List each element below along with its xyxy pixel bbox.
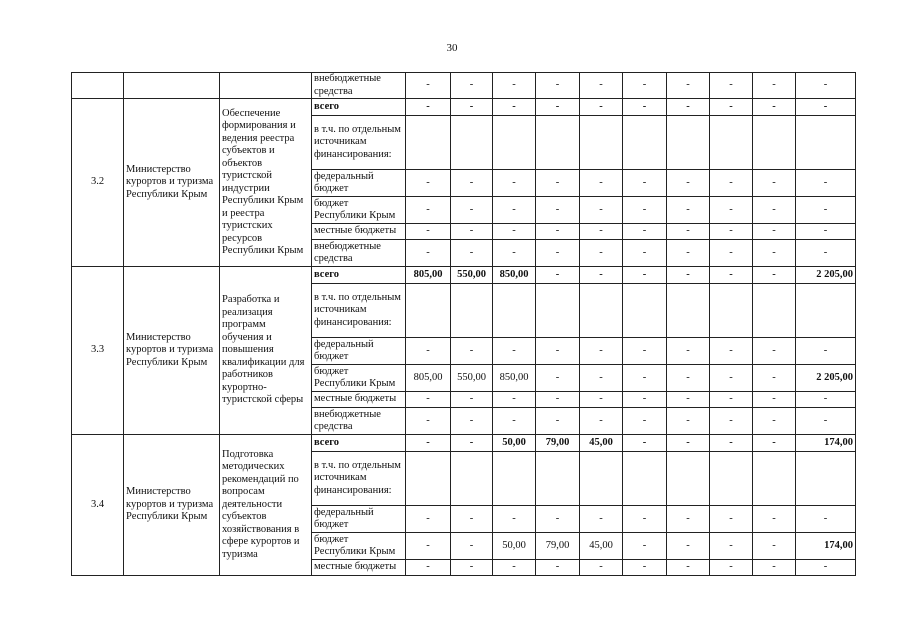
value-cell: [536, 452, 580, 506]
source-label: внебюджетные средства: [312, 240, 406, 267]
source-label: местные бюджеты: [312, 560, 406, 576]
value-cell: -: [623, 506, 667, 533]
value-cell: -: [667, 533, 710, 560]
value-cell: -: [493, 506, 536, 533]
value-cell: -: [667, 408, 710, 435]
action-name: Подготовка методических рекомендаций по вопросам деятельности субъектов хозяйствования в сфере курортов и туризма: [220, 435, 312, 576]
value-cell: -: [451, 170, 493, 197]
value-cell: -: [667, 170, 710, 197]
value-cell: -: [753, 197, 796, 224]
value-cell: -: [580, 99, 623, 116]
value-cell: -: [623, 267, 667, 284]
value-cell: -: [406, 73, 451, 99]
value-cell: -: [536, 240, 580, 267]
value-cell: [623, 116, 667, 170]
org-cell: [124, 73, 220, 99]
value-cell: -: [623, 170, 667, 197]
value-cell: -: [536, 170, 580, 197]
table-row-top-extra: [72, 73, 856, 99]
value-cell: -: [406, 408, 451, 435]
value-cell: -: [493, 240, 536, 267]
value-cell: -: [406, 170, 451, 197]
value-cell: -: [796, 224, 856, 240]
value-cell: -: [623, 73, 667, 99]
value-cell: -: [451, 197, 493, 224]
action-name: Разработка и реализация программ обучения и повышения квалификации для работников курортно-туристской сферы: [220, 267, 312, 435]
value-cell: -: [451, 506, 493, 533]
value-cell: -: [667, 392, 710, 408]
value-cell: [580, 116, 623, 170]
value-cell: -: [536, 338, 580, 365]
value-cell: -: [796, 392, 856, 408]
value-cell: -: [753, 392, 796, 408]
value-cell: -: [493, 408, 536, 435]
value-cell: -: [667, 99, 710, 116]
source-label: в т.ч. по отдельным источникам финансирования:: [312, 116, 406, 170]
value-cell: -: [667, 506, 710, 533]
value-cell: -: [796, 338, 856, 365]
row-number: 3.2: [72, 99, 124, 267]
value-cell: -: [796, 197, 856, 224]
source-label: федеральный бюджет: [312, 338, 406, 365]
value-cell: -: [623, 392, 667, 408]
value-cell: [667, 284, 710, 338]
value-cell: -: [536, 197, 580, 224]
action-cell: [220, 73, 312, 99]
value-cell: -: [623, 560, 667, 576]
value-cell: -: [667, 435, 710, 452]
source-label: местные бюджеты: [312, 392, 406, 408]
value-cell: -: [796, 240, 856, 267]
value-cell: -: [493, 224, 536, 240]
value-cell: -: [753, 408, 796, 435]
table-row: [72, 435, 856, 452]
value-cell: -: [493, 99, 536, 116]
value-cell: [580, 452, 623, 506]
value-cell: -: [796, 99, 856, 116]
value-cell: -: [493, 560, 536, 576]
value-cell: 79,00: [536, 435, 580, 452]
value-cell: -: [667, 224, 710, 240]
value-cell: -: [796, 506, 856, 533]
value-cell: -: [710, 338, 753, 365]
value-cell: -: [710, 73, 753, 99]
value-cell: 550,00: [451, 365, 493, 392]
value-cell: -: [580, 197, 623, 224]
value-cell: -: [451, 240, 493, 267]
value-cell: -: [451, 435, 493, 452]
value-cell: -: [753, 170, 796, 197]
value-cell: -: [623, 240, 667, 267]
source-label: бюджет Республики Крым: [312, 197, 406, 224]
source-label: внебюджетные средства: [312, 408, 406, 435]
value-cell: [536, 284, 580, 338]
value-cell: -: [580, 338, 623, 365]
code-cell: [72, 73, 124, 99]
value-cell: [406, 284, 451, 338]
value-cell: -: [753, 99, 796, 116]
value-cell: -: [451, 408, 493, 435]
value-cell: [753, 116, 796, 170]
value-cell: -: [536, 224, 580, 240]
value-cell: -: [710, 197, 753, 224]
value-cell: [451, 452, 493, 506]
value-cell: 805,00: [406, 267, 451, 284]
value-cell: -: [536, 392, 580, 408]
source-label: внебюджетные средства: [312, 73, 406, 99]
value-cell: -: [753, 240, 796, 267]
value-cell: 850,00: [493, 365, 536, 392]
value-cell: -: [623, 338, 667, 365]
value-cell: 850,00: [493, 267, 536, 284]
value-cell: 805,00: [406, 365, 451, 392]
responsible-org: Министерство курортов и туризма Республики Крым: [124, 99, 220, 267]
value-cell: -: [451, 392, 493, 408]
value-cell: -: [451, 99, 493, 116]
value-cell: -: [710, 365, 753, 392]
value-cell: -: [536, 267, 580, 284]
value-cell: -: [580, 240, 623, 267]
value-cell: 2 205,00: [796, 365, 856, 392]
value-cell: -: [710, 408, 753, 435]
value-cell: [493, 284, 536, 338]
value-cell: -: [406, 533, 451, 560]
value-cell: [667, 452, 710, 506]
source-label: в т.ч. по отдельным источникам финансирования:: [312, 284, 406, 338]
value-cell: -: [536, 73, 580, 99]
value-cell: -: [710, 435, 753, 452]
value-cell: [493, 116, 536, 170]
value-cell: -: [580, 73, 623, 99]
value-cell: -: [667, 73, 710, 99]
value-cell: -: [667, 267, 710, 284]
value-cell: [406, 116, 451, 170]
value-cell: -: [710, 170, 753, 197]
value-cell: -: [493, 197, 536, 224]
value-cell: [710, 116, 753, 170]
value-cell: 45,00: [580, 435, 623, 452]
row-number: 3.4: [72, 435, 124, 576]
source-label: бюджет Республики Крым: [312, 365, 406, 392]
value-cell: -: [451, 224, 493, 240]
value-cell: -: [536, 560, 580, 576]
value-cell: -: [451, 533, 493, 560]
value-cell: -: [406, 197, 451, 224]
value-cell: -: [753, 533, 796, 560]
value-cell: -: [406, 338, 451, 365]
value-cell: [406, 452, 451, 506]
value-cell: -: [580, 506, 623, 533]
value-cell: [580, 284, 623, 338]
value-cell: [451, 116, 493, 170]
source-label: всего: [312, 267, 406, 284]
value-cell: -: [493, 338, 536, 365]
value-cell: -: [536, 365, 580, 392]
value-cell: -: [753, 560, 796, 576]
value-cell: -: [580, 365, 623, 392]
responsible-org: Министерство курортов и туризма Республики Крым: [124, 435, 220, 576]
row-number: 3.3: [72, 267, 124, 435]
source-label: федеральный бюджет: [312, 170, 406, 197]
value-cell: [796, 284, 856, 338]
value-cell: -: [710, 506, 753, 533]
value-cell: -: [451, 338, 493, 365]
value-cell: 2 205,00: [796, 267, 856, 284]
value-cell: -: [796, 73, 856, 99]
source-label: местные бюджеты: [312, 224, 406, 240]
value-cell: 174,00: [796, 533, 856, 560]
value-cell: -: [580, 560, 623, 576]
value-cell: -: [451, 560, 493, 576]
value-cell: -: [623, 99, 667, 116]
value-cell: -: [580, 267, 623, 284]
value-cell: -: [753, 267, 796, 284]
source-label: федеральный бюджет: [312, 506, 406, 533]
value-cell: -: [580, 408, 623, 435]
value-cell: 79,00: [536, 533, 580, 560]
value-cell: -: [623, 435, 667, 452]
value-cell: -: [406, 392, 451, 408]
value-cell: -: [753, 73, 796, 99]
value-cell: -: [406, 506, 451, 533]
responsible-org: Министерство курортов и туризма Республики Крым: [124, 267, 220, 435]
value-cell: -: [623, 197, 667, 224]
value-cell: -: [580, 170, 623, 197]
value-cell: -: [796, 408, 856, 435]
value-cell: -: [623, 533, 667, 560]
value-cell: -: [710, 267, 753, 284]
value-cell: -: [710, 99, 753, 116]
budget-table: [71, 72, 856, 576]
source-label: бюджет Республики Крым: [312, 533, 406, 560]
value-cell: -: [710, 392, 753, 408]
value-cell: -: [710, 560, 753, 576]
value-cell: -: [406, 240, 451, 267]
source-label: в т.ч. по отдельным источникам финансирования:: [312, 452, 406, 506]
value-cell: -: [536, 99, 580, 116]
value-cell: [753, 452, 796, 506]
value-cell: [753, 284, 796, 338]
value-cell: -: [753, 506, 796, 533]
value-cell: [796, 116, 856, 170]
value-cell: -: [406, 99, 451, 116]
table-row: [72, 99, 856, 116]
value-cell: -: [580, 224, 623, 240]
value-cell: [623, 452, 667, 506]
value-cell: -: [580, 392, 623, 408]
page-number: 30: [446, 42, 458, 54]
value-cell: -: [796, 560, 856, 576]
value-cell: 45,00: [580, 533, 623, 560]
value-cell: [667, 116, 710, 170]
value-cell: -: [667, 240, 710, 267]
value-cell: -: [623, 224, 667, 240]
value-cell: -: [796, 170, 856, 197]
value-cell: -: [667, 197, 710, 224]
value-cell: -: [406, 560, 451, 576]
value-cell: -: [667, 560, 710, 576]
value-cell: 550,00: [451, 267, 493, 284]
action-name: Обеспечение формирования и ведения реестра субъектов и объектов туристской индустрии Республики Крым и реестра туристских ресурсов Республики Крым: [220, 99, 312, 267]
value-cell: -: [667, 365, 710, 392]
value-cell: [796, 452, 856, 506]
value-cell: -: [710, 240, 753, 267]
value-cell: -: [623, 365, 667, 392]
value-cell: -: [493, 73, 536, 99]
value-cell: [536, 116, 580, 170]
value-cell: -: [753, 338, 796, 365]
value-cell: -: [536, 506, 580, 533]
value-cell: -: [493, 392, 536, 408]
value-cell: [493, 452, 536, 506]
source-label: всего: [312, 435, 406, 452]
value-cell: -: [623, 408, 667, 435]
source-label: всего: [312, 99, 406, 116]
value-cell: -: [710, 533, 753, 560]
value-cell: -: [536, 408, 580, 435]
value-cell: -: [667, 338, 710, 365]
table-row: [72, 267, 856, 284]
value-cell: [710, 284, 753, 338]
value-cell: -: [753, 435, 796, 452]
value-cell: -: [406, 435, 451, 452]
value-cell: -: [710, 224, 753, 240]
value-cell: -: [753, 224, 796, 240]
value-cell: 50,00: [493, 435, 536, 452]
value-cell: -: [493, 170, 536, 197]
value-cell: 174,00: [796, 435, 856, 452]
value-cell: -: [451, 73, 493, 99]
value-cell: [623, 284, 667, 338]
value-cell: [710, 452, 753, 506]
value-cell: -: [406, 224, 451, 240]
value-cell: -: [753, 365, 796, 392]
value-cell: [451, 284, 493, 338]
value-cell: 50,00: [493, 533, 536, 560]
